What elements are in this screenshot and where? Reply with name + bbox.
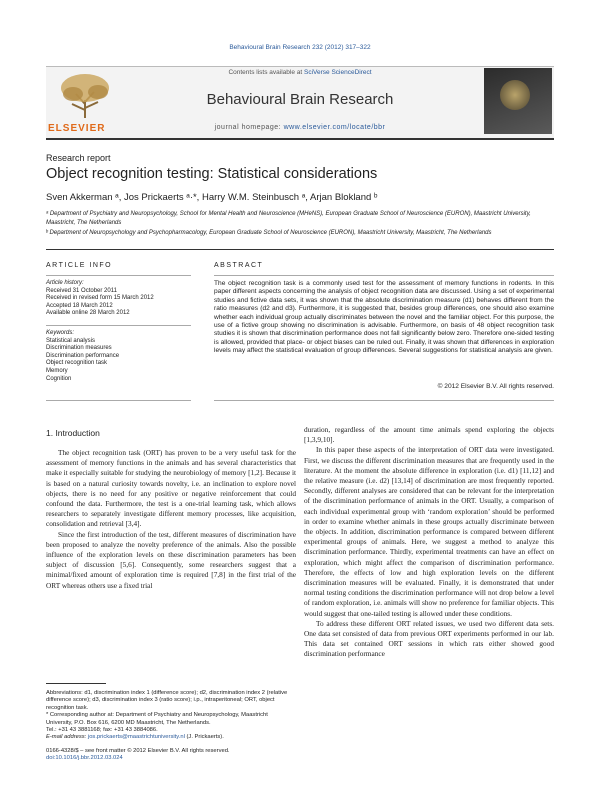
journal-cover-graphic: [500, 80, 530, 110]
sciencedirect-link[interactable]: SciVerse ScienceDirect: [303, 69, 372, 76]
keywords-divider: [46, 325, 191, 326]
article-title: Object recognition testing: Statistical considerations: [46, 166, 378, 182]
keyword: Statistical analysis: [46, 337, 96, 344]
article-history: [46, 280, 196, 318]
issn-line: 0166-4328/$ – see front matter © 2012 Elsevier B.V. All rights reserved.: [46, 748, 230, 754]
article-info-heading: ARTICLE INFO: [46, 262, 113, 269]
abstract-divider: [214, 275, 554, 276]
email-line: [46, 734, 296, 741]
affiliation-b: ᵇ Department of Neuropsychology and Psychopharmacology, European Graduate School of Neuroscience (EURON), Maastricht University, Maastricht, The Netherlands: [46, 230, 492, 236]
keywords-label: Keywords:: [46, 330, 75, 336]
accepted-date: Accepted 18 March 2012: [46, 302, 113, 309]
keyword: Cognition: [46, 375, 72, 382]
journal-reference[interactable]: Behavioural Brain Research 232 (2012) 317–322: [229, 44, 371, 51]
abbreviations-note: Abbreviations: d1, discrimination index 1 (difference score); d2, discrimination index 2 (relative difference score); d3, discrimination index 3 (ratio score); i.p., intraperitoneal; ORT, object recognition task.: [46, 690, 288, 711]
paragraph: To address these different ORT related issues, we used two different data sets. One data set consisted of data from previous ORT experiments performed in our lab. This data set contained ORT sessions in which rats either showed good discrimination performance: [304, 618, 554, 659]
article-type: Research report: [46, 153, 111, 163]
abstract-heading: ABSTRACT: [214, 262, 264, 269]
article-info-divider: [46, 275, 191, 276]
corresponding-author-note: * Corresponding author at: Department of Psychiatry and Neuropsychology, Maastricht University, P.O. Box 616, 6200 MD Maastricht, The Netherlands.: [46, 712, 268, 726]
section-heading-introduction: 1. Introduction: [46, 428, 100, 438]
contents-prefix: Contents lists available at: [228, 69, 303, 76]
body-right-column: [304, 425, 554, 660]
doi-link[interactable]: doi:10.1016/j.bbr.2012.03.024: [46, 755, 123, 762]
email-label: E-mail address:: [46, 734, 87, 741]
abstract-text: The object recognition task is a commonly used test for the assessment of memory functions in rodents. In this paper different aspects concerning the analysis of object recognition data are discussed. Using a set of experimental studies and fictive data sets, it was shown that the absolute discrimination measure (d1) behaves different from the ratio measures (d2 and d3). Furthermore, it is suggested that, besides group differences, one should also examine whether each individual group actually discriminates between the novel and the familiar object. For this purpose, the use of a fictive group showing no discrimination is advisable. Furthermore, on basis of 48 object recognition task studies it is shown that discrimination performance does not fall significantly below zero. Therefore one-sided testing is allowed, provided that place- or object biases can be ruled out. Finally, it was shown that differences in exploration levels may affect the statistical evaluation of group differences. Several suggestions for statistical analysis are given.: [214, 280, 554, 355]
email-suffix: (J. Prickaerts).: [186, 734, 224, 741]
keyword: Discrimination measures: [46, 345, 112, 352]
keyword: Object recognition task: [46, 360, 108, 367]
article-identifiers: [46, 748, 296, 763]
affiliation-a: ᵃ Department of Psychiatry and Neuropsychology, School for Mental Health and Neuroscience (MHeNS), European Graduate School of Neuroscience (EURON), Maastricht University, Maastricht, The Netherlands: [46, 211, 531, 226]
paragraph: Since the first introduction of the test, different measures of discrimination have been proposed to analyze the novelty preference of the animals. Also the possible influence of the exploration levels on these discrimination parameters has been subject of discussion [5,6]. Consequently, some researchers suggest that a minimal/fixed amount of exploration time is required [7,8] in the first trial of the ORT whereas others use a fixed trial: [46, 529, 296, 590]
info-bottom-divider: [46, 400, 191, 401]
body-left-column: [46, 448, 296, 591]
contact-numbers: Tel.: +31 43 3881168; fax: +31 43 3884086.: [46, 727, 158, 734]
keyword: Discrimination performance: [46, 352, 120, 359]
keyword: Memory: [46, 367, 68, 374]
paragraph: In this paper these aspects of the interpretation of ORT data were investigated. First, we discuss the different discrimination measures that are frequently used in the literature. At the moment the absolute difference in exploration (i.e. d1) [11,12] and the relative measure (i.e. d2) [13,14] of discrimination are most frequently reported. Secondly, different analyses are considered that can be relevant for the interpretation of the discrimination performance of animals in the ORT. Usually, a comparison of each individual experimental group with ‘random exploration’ should be performed in order to examine whether animals in these groups actually discriminate between the objects. In addition, discrimination performance is compared between different experimental groups of animals. Here, we suggest a method to analyze this discrimination performance. Thirdly, experimental treatments can have an effect on exploration, which might affect the comparison of discrimination performance. Therefore, the effects of low and high exploration levels on the different discrimination measures will be evaluated. Finally, it is demonstrated that under normal testing conditions the discrimination performance will not drop below a level of random exploration, i.e. animals will show no preference for familiar objects. This would suggest that one-tailed testing is allowed under these conditions.: [304, 445, 554, 618]
paragraph: The object recognition task (ORT) has proven to be a very useful task for the assessment of memory functions in the animals and has several characteristics that make it especially suitable for studying the neurobiology of memory [1,2]. Because it is based on a natural curiosity towards novelty, i.e. an inclination to explore novel objects, there is no need for any positive or negative reinforcement that could confound the data. Furthermore, the test is a one-trial learning task, which allows researchers to separately investigate different memory processes, like acquisition, consolidation and retrieval [3,4].: [46, 448, 296, 529]
homepage-prefix: journal homepage:: [214, 124, 282, 131]
heading-divider: [46, 249, 554, 250]
footnotes: [46, 690, 296, 742]
footnote-divider: [46, 683, 106, 684]
received-date: Received 31 October 2011: [46, 287, 117, 294]
email-link[interactable]: jos.prickaerts@maastrichtuniversity.nl: [87, 734, 185, 741]
abstract-bottom-divider: [214, 400, 554, 401]
journal-title: Behavioural Brain Research: [206, 91, 394, 108]
homepage-link[interactable]: www.elsevier.com/locate/bbr: [283, 124, 386, 131]
revised-date: Received in revised form 15 March 2012: [46, 295, 154, 302]
publisher-logo-text: ELSEVIER: [48, 123, 106, 134]
author-list: Sven Akkerman ᵃ, Jos Prickaerts ᵃ·*, Harry W.M. Steinbusch ᵃ, Arjan Blokland ᵇ: [46, 192, 378, 203]
keywords-block: [46, 330, 196, 383]
paragraph: duration, regardless of the amount time animals spend exploring the objects [1,3,9,10].: [304, 425, 554, 445]
online-date: Available online 28 March 2012: [46, 310, 130, 317]
history-label: Article history:: [46, 280, 84, 286]
abstract-copyright: © 2012 Elsevier B.V. All rights reserved.: [437, 383, 554, 390]
